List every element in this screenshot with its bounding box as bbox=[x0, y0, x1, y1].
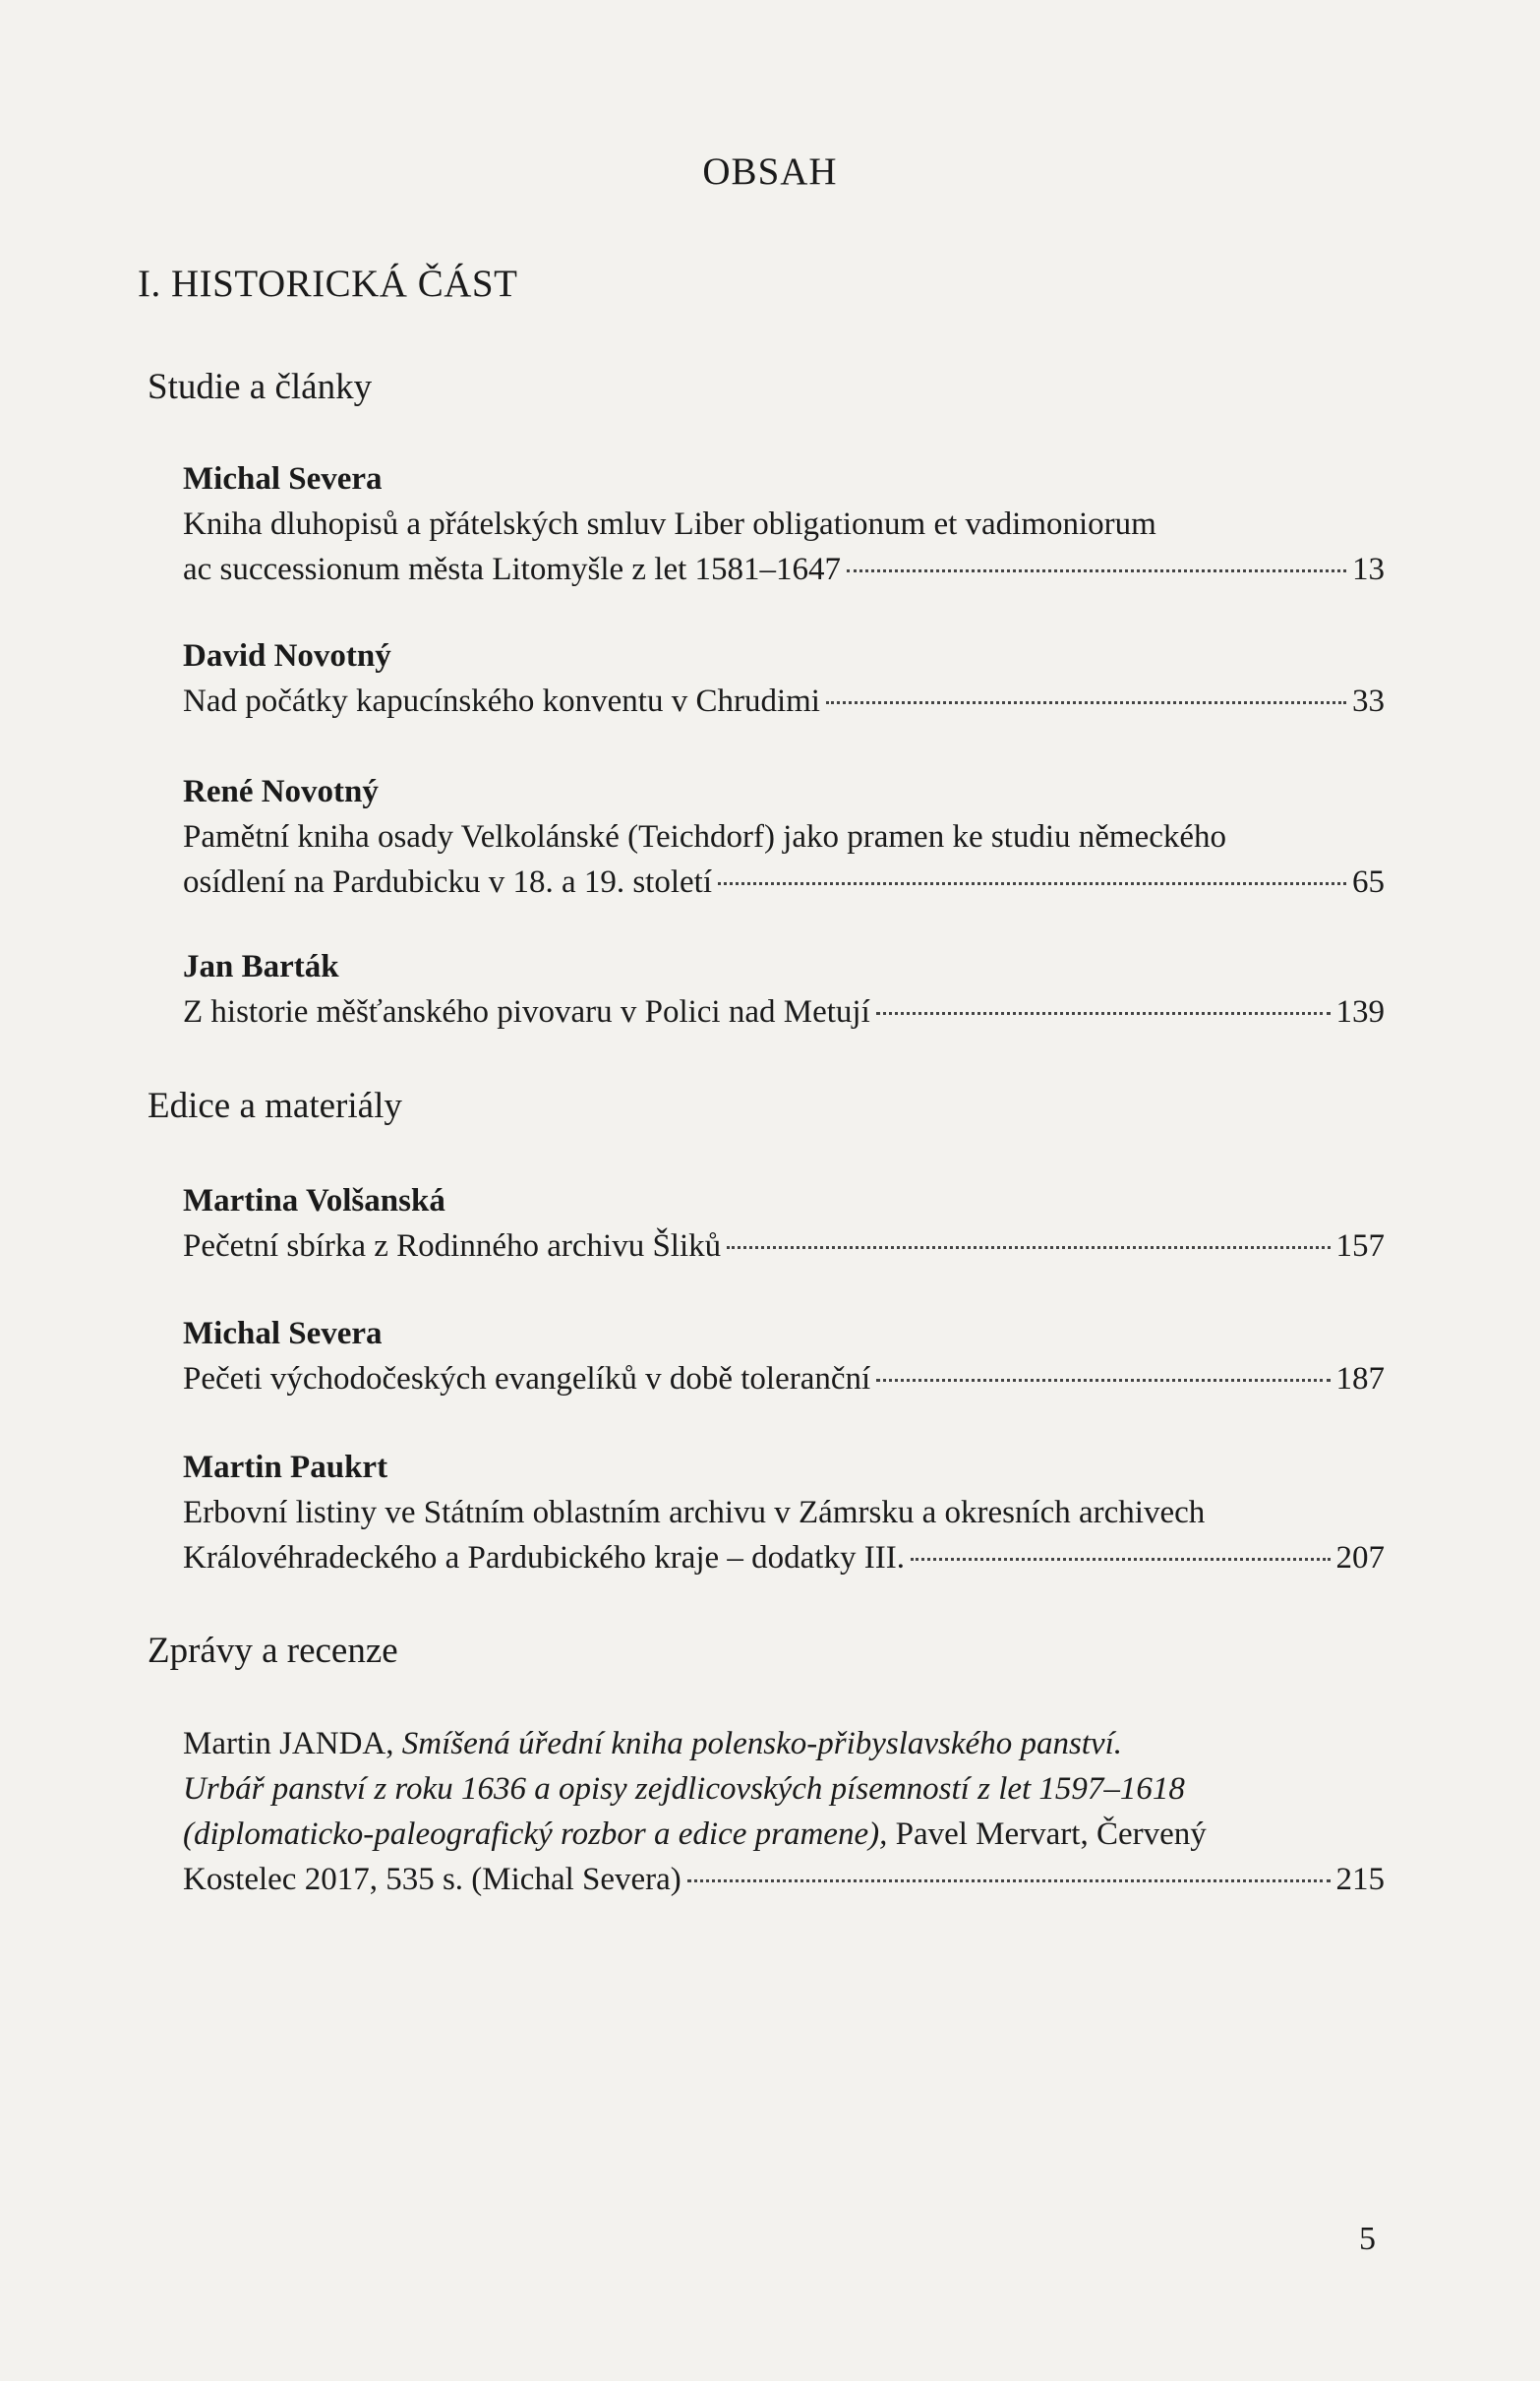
entry-title-last-line bbox=[183, 1223, 1385, 1269]
dot-leader bbox=[718, 882, 1346, 885]
part-heading: I. HISTORICKÁ ČÁST bbox=[138, 263, 518, 305]
entry-title-text: Z historie měšťanského pivovaru v Polici nad Metují bbox=[183, 994, 870, 1030]
toc-entry bbox=[183, 456, 1385, 592]
dot-leader bbox=[727, 1246, 1330, 1249]
entry-page-number: 207 bbox=[1335, 1540, 1385, 1576]
review-line bbox=[183, 1812, 1385, 1857]
dot-leader bbox=[911, 1558, 1331, 1561]
entry-title-text: Královéhradeckého a Pardubického kraje – dodatky III. bbox=[183, 1540, 905, 1576]
entry-title-text: ac successionum města Litomyšle z let 1581–1647 bbox=[183, 552, 842, 587]
entry-title-line: Pamětní kniha osady Velkolánské (Teichdorf) jako pramen ke studiu německého bbox=[183, 819, 1227, 855]
entry-page-number: 13 bbox=[1352, 552, 1385, 587]
entry-author: René Novotný bbox=[183, 774, 379, 809]
dot-leader bbox=[876, 1012, 1331, 1015]
entry-page-number: 157 bbox=[1335, 1228, 1385, 1264]
review-publication-info: Kostelec 2017, 535 s. (Michal Severa) bbox=[183, 1862, 681, 1897]
entry-title-last-line bbox=[183, 989, 1385, 1035]
entry-title-text: Pečeti východočeských evangelíků v době toleranční bbox=[183, 1361, 871, 1397]
entry-author: Michal Severa bbox=[183, 1316, 383, 1351]
entry-author: Jan Barták bbox=[183, 949, 339, 984]
toc-entry bbox=[183, 1311, 1385, 1401]
entry-title-text: Nad počátky kapucínského konventu v Chrudimi bbox=[183, 684, 820, 719]
entry-title-last-line bbox=[183, 1857, 1385, 1902]
entry-title-text: Pečetní sbírka z Rodinného archivu Šliků bbox=[183, 1228, 722, 1264]
entry-author: Michal Severa bbox=[183, 461, 383, 497]
entry-page-number: 33 bbox=[1352, 684, 1385, 719]
page-title: OBSAH bbox=[702, 150, 838, 193]
entry-page-number: 139 bbox=[1335, 994, 1385, 1030]
dot-leader bbox=[826, 701, 1346, 704]
dot-leader bbox=[876, 1379, 1330, 1382]
entry-title-last-line bbox=[183, 547, 1385, 592]
entry-title-line: Erbovní listiny ve Státním oblastním archivu v Zámrsku a okresních archivech bbox=[183, 1495, 1206, 1530]
toc-entry bbox=[183, 1178, 1385, 1269]
section-heading-edice: Edice a materiály bbox=[148, 1086, 402, 1126]
entry-title-last-line bbox=[183, 860, 1385, 905]
review-book-title-cont: Urbář panství z roku 1636 a opisy zejdlicovských písemností z let 1597–1618 bbox=[183, 1771, 1185, 1807]
review-publisher: Pavel Mervart, Červený bbox=[887, 1816, 1207, 1852]
section-heading-zpravy: Zprávy a recenze bbox=[148, 1631, 398, 1671]
dot-leader bbox=[847, 569, 1346, 572]
entry-page-number: 65 bbox=[1352, 864, 1385, 900]
entry-page-number: 187 bbox=[1335, 1361, 1385, 1397]
review-entry bbox=[183, 1721, 1385, 1902]
entry-page-number: 215 bbox=[1335, 1862, 1385, 1897]
page-number: 5 bbox=[1359, 2221, 1376, 2257]
entry-title-line: Kniha dluhopisů a přátelských smluv Liber obligationum et vadimoniorum bbox=[183, 506, 1156, 542]
toc-entry bbox=[183, 1445, 1385, 1580]
toc-entry bbox=[183, 633, 1385, 724]
toc-entry bbox=[183, 769, 1385, 905]
entry-title-text: osídlení na Pardubicku v 18. a 19. století bbox=[183, 864, 713, 900]
review-book-title: Smíšená úřední kniha polensko-přibyslavského panství. bbox=[401, 1726, 1123, 1761]
toc-entry bbox=[183, 944, 1385, 1035]
review-book-subtitle: (diplomaticko-paleografický rozbor a edice pramene), bbox=[183, 1816, 888, 1852]
review-author-text: Martin JANDA, bbox=[183, 1726, 402, 1761]
entry-title-last-line bbox=[183, 1356, 1385, 1401]
dot-leader bbox=[687, 1879, 1331, 1882]
review-line bbox=[183, 1721, 1385, 1766]
entry-author: David Novotný bbox=[183, 638, 391, 674]
entry-author: Martin Paukrt bbox=[183, 1450, 388, 1485]
entry-title-last-line bbox=[183, 679, 1385, 724]
entry-title-last-line bbox=[183, 1535, 1385, 1580]
entry-author: Martina Volšanská bbox=[183, 1183, 445, 1219]
section-heading-studie: Studie a články bbox=[148, 367, 373, 407]
